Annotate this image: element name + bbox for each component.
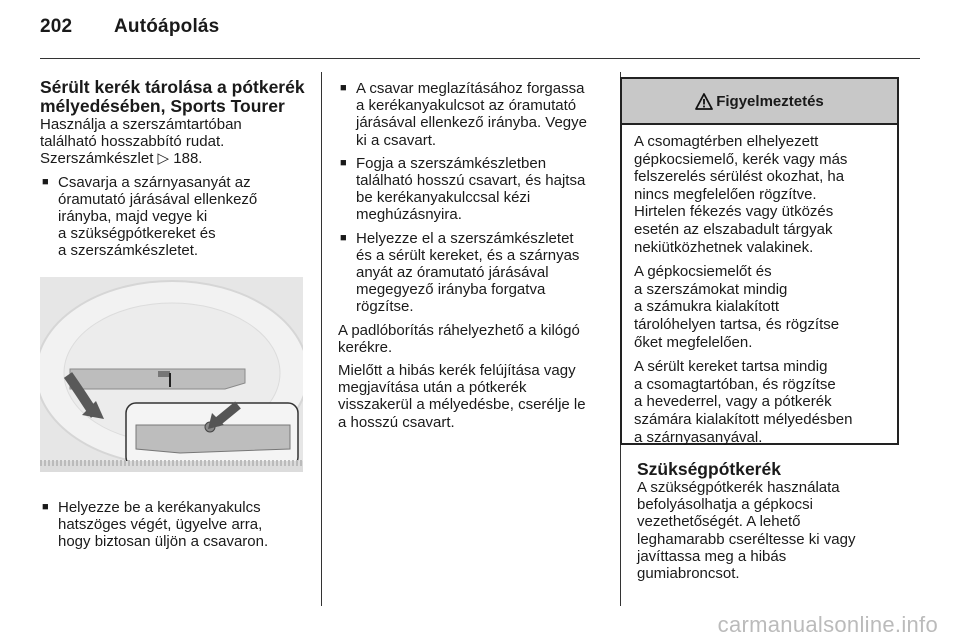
page-header [40,16,219,38]
warning-title: Figyelmeztetés [716,92,824,110]
paragraph: A csomagtérben elhelyezett gépkocsiemelő, kerék vagy más felszerelés sérülést okozhat, ha nincs megfelelően rögzítve. Hirtelen fékezés vagy ütközés esetén az elszabadult tárgyak nekiütközhetnek valakinek. [634,133,848,256]
bullet-item: ■ A csavar meglazításához forgassa a kerékanyakulcsot az óramutató járásával ellenkező irányba. Vegye ki a csavart. [338,80,613,149]
paragraph: A szükségpótkerék használata befolyásolhatja a gépkocsi vezethetőségét. A lehető leghamarabb cseréltesse ki vagy javíttassa meg a hibás gumiabroncsot. [637,479,856,583]
spare-wheel-section [637,460,907,588]
section-heading: Szükségpótkerék [637,459,781,479]
bullet-item: ■ Fogja a szerszámkészletben található hosszú csavart, és hajtsa be kerékanyakulccsal kézi meghúzásnyira. [338,155,613,224]
watermark: carmanualsonline.info [717,612,938,637]
bullet-item: ■ Csavarja a szárnyasanyát az óramutató járásával ellenkező irányba, majd vegye ki a szükségpótkereket és a szerszámkészletet. [40,174,308,260]
paragraph: Mielőtt a hibás kerék felújítása vagy megjavítása után a pótkerék visszakerül a mélyedésbe, cserélje le a hosszú csavart. [338,362,586,431]
paragraph: A sérült kereket tartsa mindig a csomagtartóban, és rögzítse a hevederrel, vagy a pótkerék számára kialakított mélyedésben a szárnyasanyával. [634,358,853,446]
spare-wheel-illustration [40,277,303,472]
bullet-item: ■ Helyezze be a kerékanyakulcs hatszöges végét, ügyelve arra, hogy biztosan üljön a csavaron. [40,499,308,551]
paragraph: A gépkocsiemelőt és a szerszámokat mindig a számukra kialakított tárolóhelyen tartsa, és rögzítse őket megfelelően. [634,263,840,351]
bullet-item: ■ Helyezze el a szerszámkészletet és a sérült kereket, és a szárnyas anyát az óramutató járásával megegyező irányba forgatva rögzítse. [338,230,613,316]
warning-box [620,77,899,445]
middle-column [338,80,613,437]
chapter-title: Autóápolás [114,16,220,37]
warning-body [622,125,897,446]
header-rule [40,58,920,59]
left-column-bottom [40,499,308,557]
column-divider-left [321,72,322,606]
warning-triangle-icon [695,93,713,110]
paragraph: A padlóborítás ráhelyezhető a kilógó kerékre. [338,321,580,356]
intro-text: Használja a szerszámtartóban található hosszabbító rudat. Szerszámkészlet ▷ 188. [40,116,242,168]
left-column [40,78,308,266]
page-number: 202 [40,16,73,37]
warning-header [622,79,897,125]
page-ref-icon: ▷ [157,150,170,168]
section-heading: Sérült kerék tárolása a pótkerék mélyedésében, Sports Tourer [40,77,305,116]
